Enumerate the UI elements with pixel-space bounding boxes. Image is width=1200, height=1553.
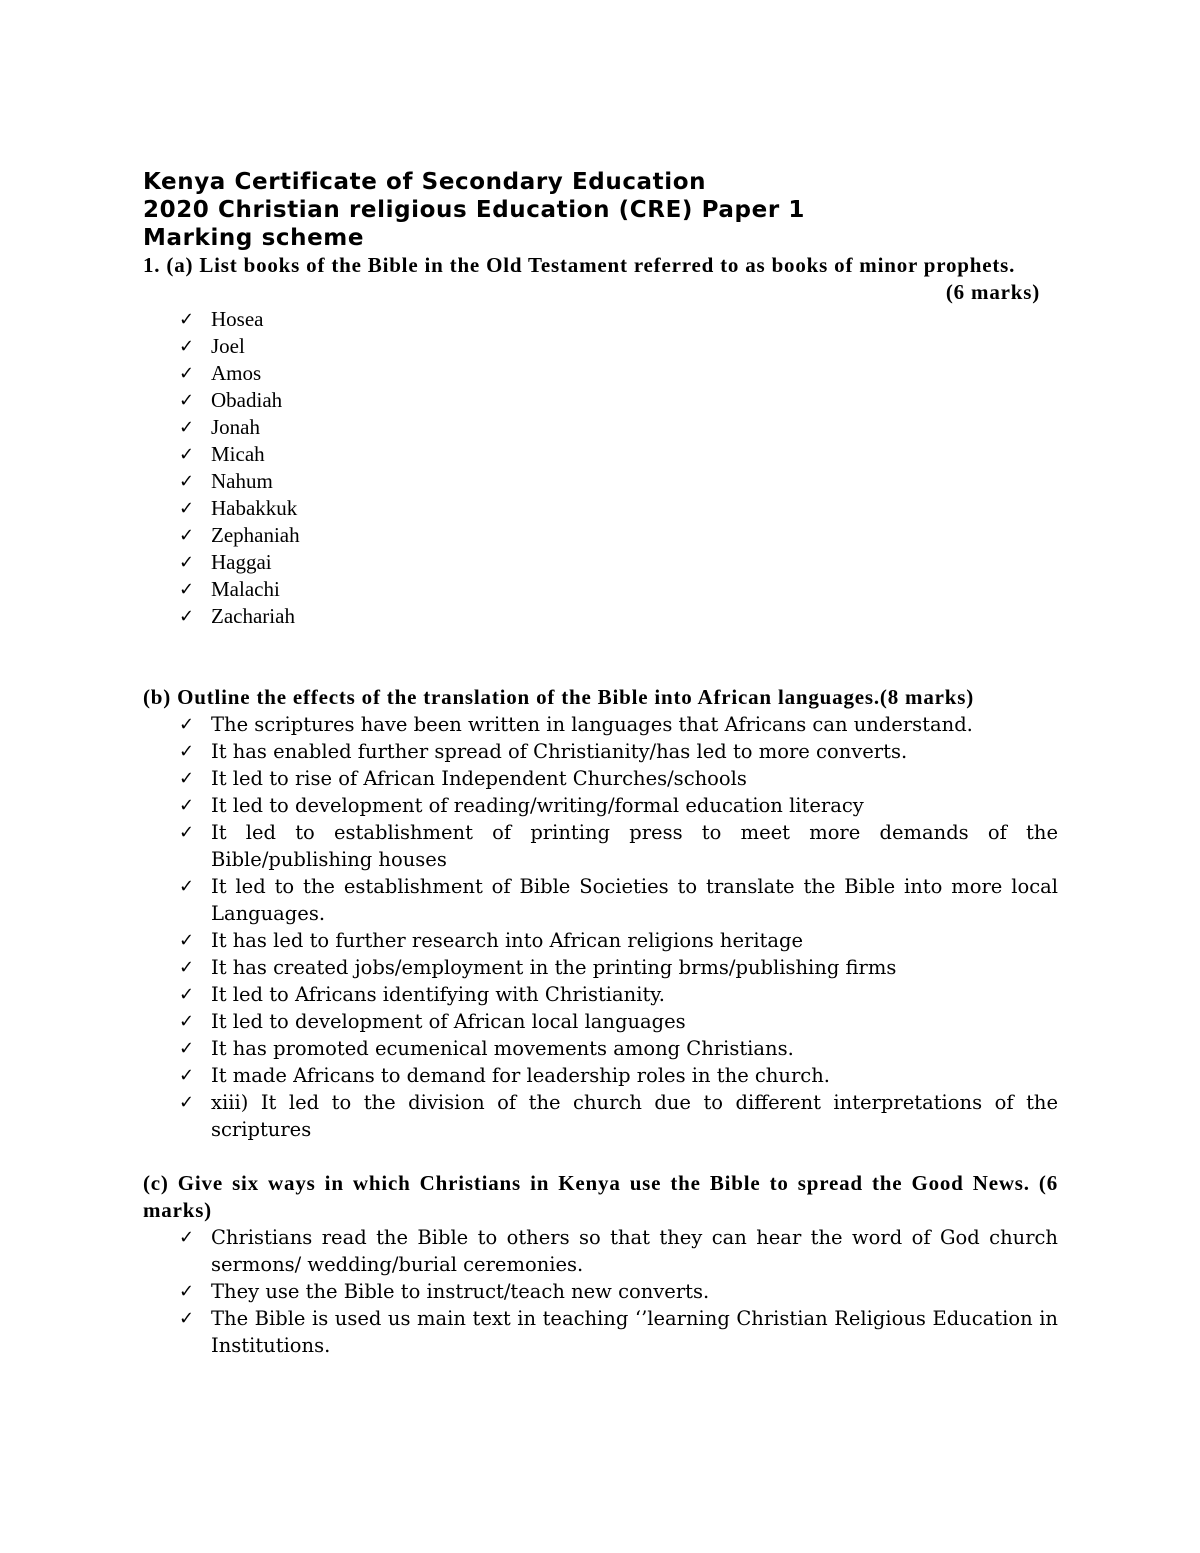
list-item: ✓ Micah (179, 442, 265, 466)
check-icon: ✓ (179, 1092, 195, 1113)
heading-marking-scheme: Marking scheme (143, 225, 365, 251)
check-icon: ✓ (179, 579, 195, 600)
check-icon: ✓ (179, 1227, 195, 1248)
check-icon: ✓ (179, 984, 195, 1005)
list-item: ✓ It led to the establishment of Bible Societies to translate the Bible into more local Languages. (179, 875, 1058, 925)
list-item: ✓ Zephaniah (179, 523, 300, 547)
check-icon: ✓ (179, 741, 195, 762)
list-item: ✓ It led to rise of African Independent Churches/schools (179, 767, 747, 790)
check-icon: ✓ (179, 1281, 195, 1302)
heading-exam-body: Kenya Certificate of Secondary Education (143, 169, 707, 195)
check-icon: ✓ (179, 390, 195, 411)
list-item: ✓ It has led to further research into African religions heritage (179, 929, 804, 952)
check-icon: ✓ (179, 957, 195, 978)
list-item: ✓ xiii) It led to the division of the church due to different interpretations of the scriptures (179, 1091, 1058, 1141)
list-item: ✓ Habakkuk (179, 496, 298, 520)
check-icon: ✓ (179, 417, 195, 438)
list-item: ✓ Joel (179, 334, 245, 358)
check-icon: ✓ (179, 822, 195, 843)
answers-1b (143, 711, 1058, 1143)
check-icon: ✓ (179, 552, 195, 573)
check-icon: ✓ (179, 471, 195, 492)
list-item: ✓ The Bible is used us main text in teaching ‘’learning Christian Religious Education in Institutions. (179, 1307, 1058, 1357)
list-item: ✓ It has promoted ecumenical movements among Christians. (179, 1037, 794, 1060)
check-icon: ✓ (179, 444, 195, 465)
question-1a-text: 1. (a) List books of the Bible in the Old Testament referred to as books of minor prophets. (143, 253, 1016, 277)
list-item: ✓ It led to Africans identifying with Christianity. (179, 983, 665, 1006)
check-icon: ✓ (179, 606, 195, 627)
list-item: ✓ They use the Bible to instruct/teach new converts. (179, 1280, 710, 1303)
question-1b: (b) Outline the effects of the translation of the Bible into African languages.(8 marks) (143, 685, 975, 709)
question-1a (143, 252, 1058, 306)
list-item: ✓ It led to development of reading/writing/formal education literacy (179, 794, 864, 817)
answers-1c (143, 1224, 1058, 1359)
question-1a-marks: (6 marks) (945, 280, 1040, 304)
check-icon: ✓ (179, 795, 195, 816)
list-item: ✓ The scriptures have been written in languages that Africans can understand. (179, 713, 973, 736)
list-item: ✓ It led to development of African local languages (179, 1010, 686, 1033)
check-icon: ✓ (179, 930, 195, 951)
list-item: ✓ Nahum (179, 469, 273, 493)
check-icon: ✓ (179, 309, 195, 330)
check-icon: ✓ (179, 1308, 195, 1329)
check-icon: ✓ (179, 768, 195, 789)
list-item: ✓ Obadiah (179, 388, 283, 412)
heading-paper-title: 2020 Christian religious Education (CRE) Paper 1 (143, 197, 805, 223)
list-item: ✓ Malachi (179, 577, 280, 601)
list-item: ✓ It has created jobs/employment in the printing brms/publishing firms (179, 956, 897, 979)
list-item: ✓ Hosea (179, 307, 264, 331)
list-item: ✓ It led to establishment of printing press to meet more demands of the Bible/publishing houses (179, 821, 1058, 871)
check-icon: ✓ (179, 714, 195, 735)
check-icon: ✓ (179, 1065, 195, 1086)
check-icon: ✓ (179, 1011, 195, 1032)
list-item: ✓ It has enabled further spread of Christianity/has led to more converts. (179, 740, 908, 763)
check-icon: ✓ (179, 876, 195, 897)
check-icon: ✓ (179, 363, 195, 384)
list-item: ✓ Zachariah (179, 604, 295, 628)
check-icon: ✓ (179, 336, 195, 357)
check-icon: ✓ (179, 1038, 195, 1059)
check-icon: ✓ (179, 525, 195, 546)
document-page (143, 168, 1058, 1359)
question-1c: (c) Give six ways in which Christians in Kenya use the Bible to spread the Good News. (6 marks) (143, 1171, 1058, 1222)
list-item: ✓ Jonah (179, 415, 260, 439)
list-item: ✓ Haggai (179, 550, 272, 574)
check-icon: ✓ (179, 498, 195, 519)
answers-1a (143, 306, 1058, 630)
list-item: ✓ Christians read the Bible to others so that they can hear the word of God church sermons/ wedding/burial ceremonies. (179, 1226, 1058, 1276)
list-item: ✓ Amos (179, 361, 262, 385)
list-item: ✓ It made Africans to demand for leadership roles in the church. (179, 1064, 830, 1087)
